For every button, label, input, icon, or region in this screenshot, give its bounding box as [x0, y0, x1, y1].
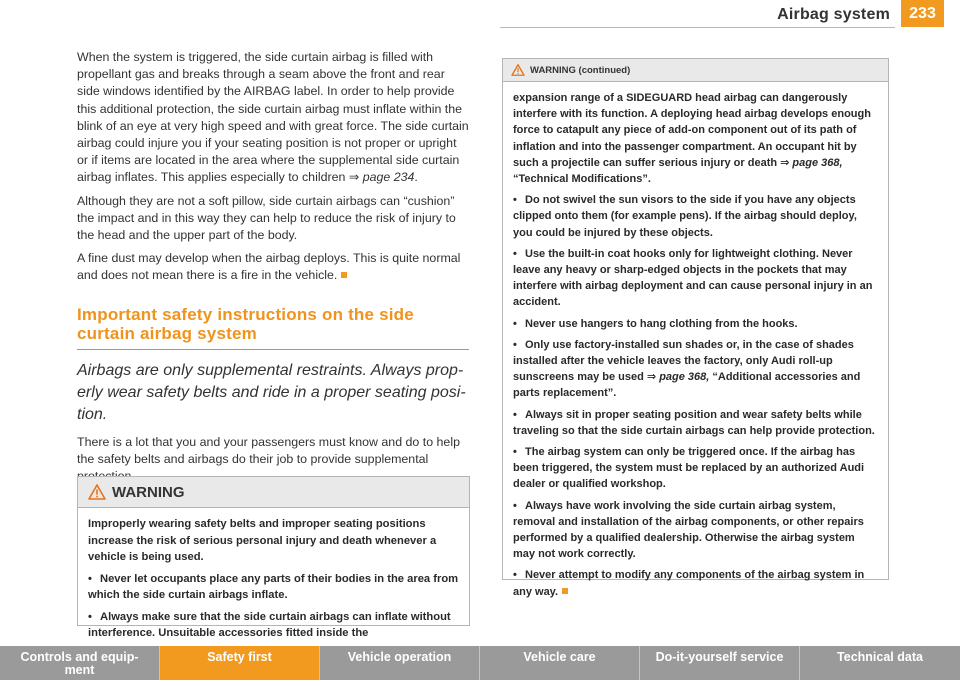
warning-label: WARNING (continued)	[530, 64, 631, 76]
warning-body	[78, 508, 469, 651]
chapter-nav-bar	[0, 646, 960, 680]
body-paragraph: When the system is triggered, the side curtain airbag is filled with propellant gas and breaks through a seam above the front and rear side windows identified by the AIRBAG label. In order to help provide this additional protection, the side curtain airbag must inflate within the blink of an eye at very high speed and with great force. The side curtain airbag could injure you if your seating position is not proper or upright or if items are located in the area where the supplemental side curtain airbag inflates. This applies especially to children ⇒ page 234.	[77, 50, 469, 185]
warning-lead: Improperly wearing safety belts and improper seating positions increase the risk of serious personal injury and death whenever a vehicle is being used.	[88, 518, 437, 563]
end-of-section-icon	[341, 272, 347, 278]
warning-bullet: • Always make sure that the side curtain airbags can inflate without interference. Unsuitable accessories fitted inside the	[88, 610, 451, 639]
nav-tab-vehicle-care[interactable]: Vehicle care	[480, 646, 640, 680]
warning-continued-text: expansion range of a SIDEGUARD head airbag can dangerously interfere with its function. A deploying head airbag develops enough force to catapult any piece of add-on component out of its path of inflation and into the passenger compartment. An occupant hit by such a projectile can suffer serious injury or death ⇒ page 368, “Technical Modifications”.	[513, 92, 871, 186]
intro-summary: Airbags are only supplemental restraints. Always prop-erly wear safety belts and ride in a proper seating posi-tion.	[77, 361, 466, 423]
section-heading: Important safety instructions on the side curtain airbag system	[77, 304, 414, 343]
nav-tab-safety-first[interactable]: Safety first	[160, 646, 320, 680]
warning-header	[78, 477, 469, 508]
warning-bullet: • Never attempt to modify any components of the airbag system in any way.	[513, 569, 865, 598]
page-number-badge: 233	[901, 0, 944, 27]
page-title: Airbag system	[777, 6, 890, 23]
warning-bullet: • Never let occupants place any parts of their bodies in the area from which the side curtain airbags inflate.	[88, 572, 459, 601]
warning-bullet: • Use the built-in coat hooks only for lightweight clothing. Never leave any heavy or sharp-edged objects in the pockets that may interfere with airbag deployment and can cause personal injury in an accident.	[513, 247, 873, 309]
body-paragraph: A fine dust may develop when the airbag deploys. This is quite normal and does not mean there is a fire in the vehicle.	[77, 251, 461, 283]
reference-arrow: ⇒	[646, 371, 657, 384]
warning-box-continued	[502, 58, 889, 598]
header-rule	[500, 27, 895, 28]
warning-bullet: • Only use factory-installed sun shades or, in the case of shades installed after the vehicle leaves the factory, only Audi roll-up sunscreens may be used ⇒ page 368, “Additional accessories and parts replacement”.	[513, 338, 861, 400]
nav-tab-diy-service[interactable]: Do-it-yourself service	[640, 646, 800, 680]
nav-tab-technical-data[interactable]: Technical data	[837, 650, 923, 664]
warning-triangle-icon	[511, 64, 525, 76]
page-reference-link[interactable]: page 368,	[792, 156, 843, 169]
warning-box	[77, 476, 470, 639]
reference-arrow: ⇒	[348, 170, 360, 185]
body-paragraph: There is a lot that you and your passengers must know and do to help the safety belts and airbags do their job to provide supplemental	[77, 434, 460, 466]
nav-tab-controls[interactable]: Controls and equip- ment	[0, 646, 160, 680]
warning-bullet: • Do not swivel the sun visors to the side if you have any objects clipped onto them (for example pens). If the airbag should deploy, you could be injured by these objects.	[513, 194, 857, 239]
nav-tab-vehicle-operation[interactable]: Vehicle operation	[320, 646, 480, 680]
warning-bullet: • Always sit in proper seating position and wear safety belts while traveling so that the side curtain airbags can help provide protection.	[513, 408, 875, 437]
end-of-section-icon	[562, 588, 568, 594]
section-heading-rule	[77, 349, 469, 350]
left-column	[77, 49, 469, 491]
reference-arrow: ⇒	[780, 156, 790, 169]
warning-body	[503, 82, 888, 609]
page-reference-link[interactable]: page 368,	[659, 371, 710, 384]
warning-bullet: • The airbag system can only be triggered once. If the airbag has been triggered, the system must be replaced by an authorized Audi dealer or qualified workshop.	[513, 446, 865, 491]
warning-bullet: • Always have work involving the side curtain airbag system, removal and installation of the airbag components, or other repairs performed by a qualified dealership. Otherwise the airbag system may not work correctly.	[513, 499, 864, 561]
warning-header	[503, 59, 888, 82]
body-paragraph: Although they are not a soft pillow, side curtain airbags can “cushion” the impact and in this way they can help to reduce the risk of injury to the head and the upper part of the body.	[77, 193, 456, 243]
warning-triangle-icon	[88, 484, 106, 500]
page-reference-link[interactable]: page 234	[362, 170, 415, 185]
warning-bullet: • Never use hangers to hang clothing from the hooks.	[513, 317, 798, 330]
warning-label: WARNING	[112, 483, 185, 501]
